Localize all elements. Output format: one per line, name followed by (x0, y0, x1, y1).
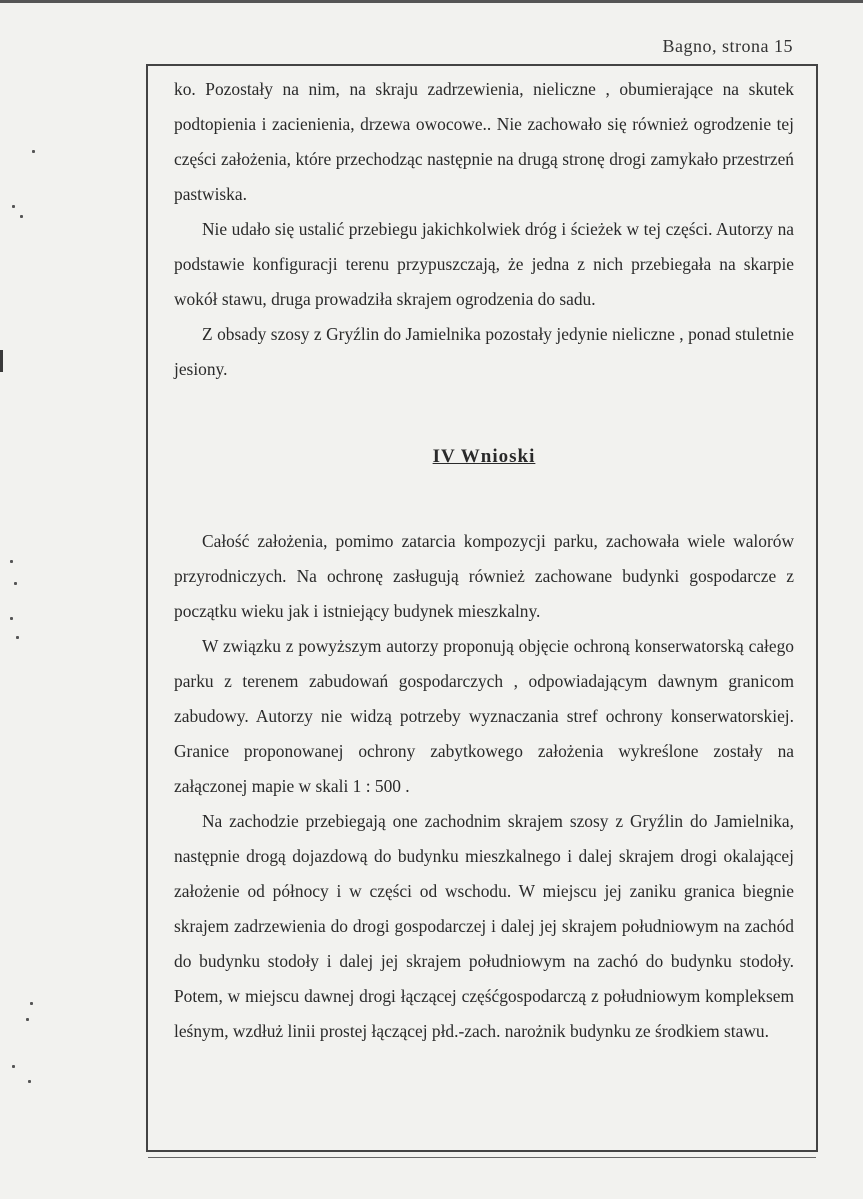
paragraph: Z obsady szosy z Gryźlin do Jamielnika pozostały jedynie nieliczne , ponad stuletnie jesiony. (174, 324, 794, 379)
scan-edge-mark (0, 350, 3, 372)
paragraph: Nie udało się ustalić przebiegu jakichkolwiek dróg i ścieżek w tej części. Autorzy na podstawie konfiguracji terenu przypuszczają, że jedna z nich przebiegała na skarpie wokół stawu, druga prowadziła skrajem ogrodzenia do sadu. (174, 219, 794, 309)
scan-speck (20, 215, 23, 218)
scan-speck (10, 617, 13, 620)
scan-speck (16, 636, 19, 639)
section-heading: IV Wnioski (432, 446, 536, 467)
top-border-line (0, 0, 863, 3)
scan-speck (10, 560, 13, 563)
page-header: Bagno, strona 15 (662, 36, 793, 56)
scan-speck (26, 1018, 29, 1021)
document-body (174, 72, 794, 1049)
paragraph: ko. Pozostały na nim, na skraju zadrzewienia, nieliczne , obumierające na skutek podtopienia i zacienienia, drzewa owocowe.. Nie zachowało się również ogrodzenie tej części założenia, które przechodząc następnie na drugą stronę drogi zamykało przestrzeń pastwiska. (174, 79, 794, 204)
scan-speck (12, 1065, 15, 1068)
paragraph: Całość założenia, pomimo zatarcia kompozycji parku, zachowała wiele walorów przyrodniczych. Na ochronę zasługują również zachowane budynki gospodarcze z początku wieku jak i istniejący budynek mieszkalny. (174, 531, 794, 621)
scan-speck (32, 150, 35, 153)
paragraph: W związku z powyższym autorzy proponują objęcie ochroną konserwatorską całego parku z terenem zabudowań gospodarczych , odpowiadającym dawnym granicom zabudowy. Autorzy nie widzą potrzeby wyznaczania stref ochrony konserwatorskiej. Granice proponowanej ochrony zabytkowego założenia wykreślone zostały na załączonej mapie w skali 1 : 500 . (174, 636, 794, 796)
scan-speck (14, 582, 17, 585)
paragraph: Na zachodzie przebiegają one zachodnim skrajem szosy z Gryźlin do Jamielnika, następnie drogą dojazdową do budynku mieszkalnego i dalej skrajem drogi okalającej założenie od północy i w części od wschodu. W miejscu jej zaniku granica biegnie skrajem zadrzewienia do drogi gospodarczej i dalej jej skrajem południowym na zachód do budynku stodoły i dalej jej skrajem południowym na zachó do budynku stodoły. Potem, w miejscu dawnej drogi łączącej częśćgospodarczą z południowym kompleksem leśnym, wzdłuż linii prostej łączącej płd.-zach. narożnik budynku ze środkiem stawu. (174, 811, 794, 1041)
scan-speck (30, 1002, 33, 1005)
scan-speck (28, 1080, 31, 1083)
scan-speck (12, 205, 15, 208)
